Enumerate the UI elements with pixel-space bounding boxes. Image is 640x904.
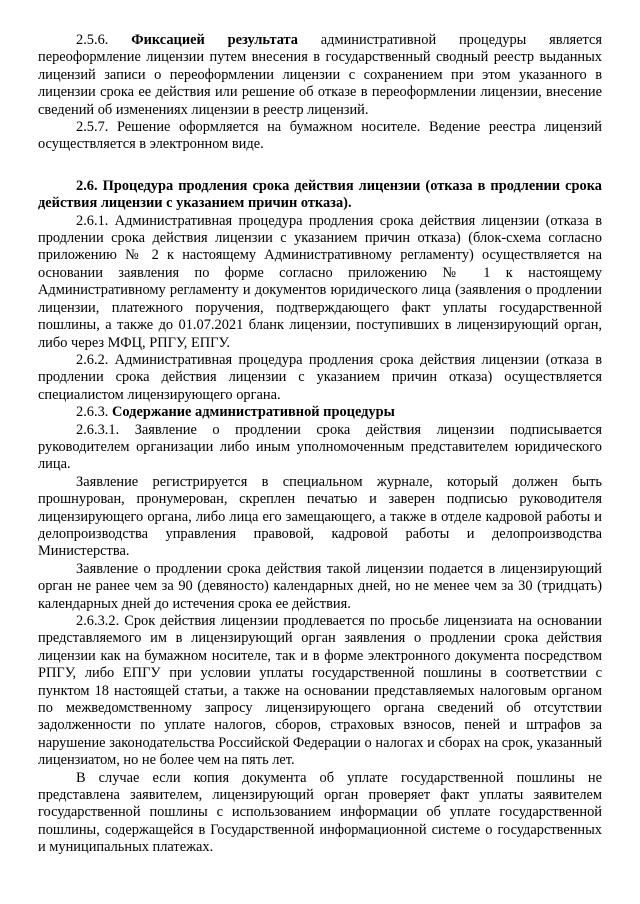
paragraph-2-5-7: 2.5.7. Решение оформляется на бумажном носителе. Ведение реестра лицензий осуществляется в электронном виде. [38,119,602,153]
paragraph-2-6-3-2: 2.6.3.2. Срок действия лицензии продлевается по просьбе лицензиата на основании представляемого им в лицензирующий орган заявления о продлении срока действия лицензии как на бумажном носителе, так и в форме электронного документа посредством РПГУ, либо ЕПГУ при условии уплаты государственной пошлины в соответствии с пунктом 18 настоящей статьи, а также на основании представляемых налоговым органом по межведомственному запросу лицензирующего органа сведений об отсутствии задолженности по уплате налогов, сборов, страховых взносов, пеней и штрафов за нарушение законодательства Российской Федерации о налогах и сборах на срок, указанный лицензиатом, но не более чем на пять лет. [38,613,602,769]
paragraph-fee-check: В случае если копия документа об уплате государственной пошлины не представлена заявителем, лицензирующий орган проверяет факт уплаты заявителем государственной пошлины с использованием информации об уплате государственной пошлины, содержащейся в Государственной информационной системе о государственных и муниципальных платежах. [38,769,602,856]
clause-number: 2.6.3. [76,404,109,421]
paragraph-registration: Заявление регистрируется в специальном журнале, который должен быть прошнурован, пронумерован, скреплен печатью и заверен подписью руководителя лицензирующего органа, либо лица его замещающего, а также в отделе кадровой работы и делопроизводства управления правовой, кадровой работы и делопроизводства Министерства. [38,473,602,560]
paragraph-2-6-3-1: 2.6.3.1. Заявление о продлении срока действия лицензии подписывается руководителем организации либо иным уполномоченным представителем юридического лица. [38,421,602,473]
bold-term: Содержание административной процедуры [112,404,395,421]
section-heading-2-6 [38,178,602,213]
spacer [38,154,602,178]
paragraph-deadline: Заявление о продлении срока действия такой лицензии подается в лицензирующий орган не ранее чем за 90 (девяносто) календарных дней, но не менее чем за 30 (тридцать) календарных дней до истечения срока ее действия. [38,560,602,612]
paragraph-text: административной процедуры является переоформление лицензии путем внесения в государственный сводный реестр выданных лицензий записи о переоформлении лицензии с сохранением при этом указанного в лицензии срока ее действия или решение об отказе в переоформлении лицензии, внесение сведений об изменениях лицензии в реестр лицензий. [38,32,602,118]
paragraph-2-6-1: 2.6.1. Административная процедура продления срока действия лицензии (отказа в продлении срока действия лицензии с указанием причин отказа) (блок-схема согласно приложению № 2 к настоящему Административному регламенту) осуществляется на основании заявления по форме согласно приложению № 1 к настоящему Административному регламенту и документов юридического лица (заявления о продлении лицензии, платежного поручения, подтверждающего факт уплаты государственной пошлины, а также до 01.07.2021 бланк лицензии, поступивших в лицензирующий орган, либо через МФЦ, РПГУ, ЕПГУ. [38,212,602,351]
paragraph-2-6-2: 2.6.2. Административная процедура продления срока действия лицензии (отказа в продлении срока действия лицензии с указанием причин отказа) осуществляется специалистом лицензирующего органа. [38,351,602,403]
clause-number: 2.5.6. [76,32,109,48]
paragraph-2-6-3 [38,404,602,421]
paragraph-2-5-6 [38,32,602,119]
heading-text: 2.6. Процедура продления срока действия лицензии (отказа в продлении срока действия лицензии с указанием причин отказа). [38,177,602,212]
bold-term: Фиксацией результата [131,32,298,48]
